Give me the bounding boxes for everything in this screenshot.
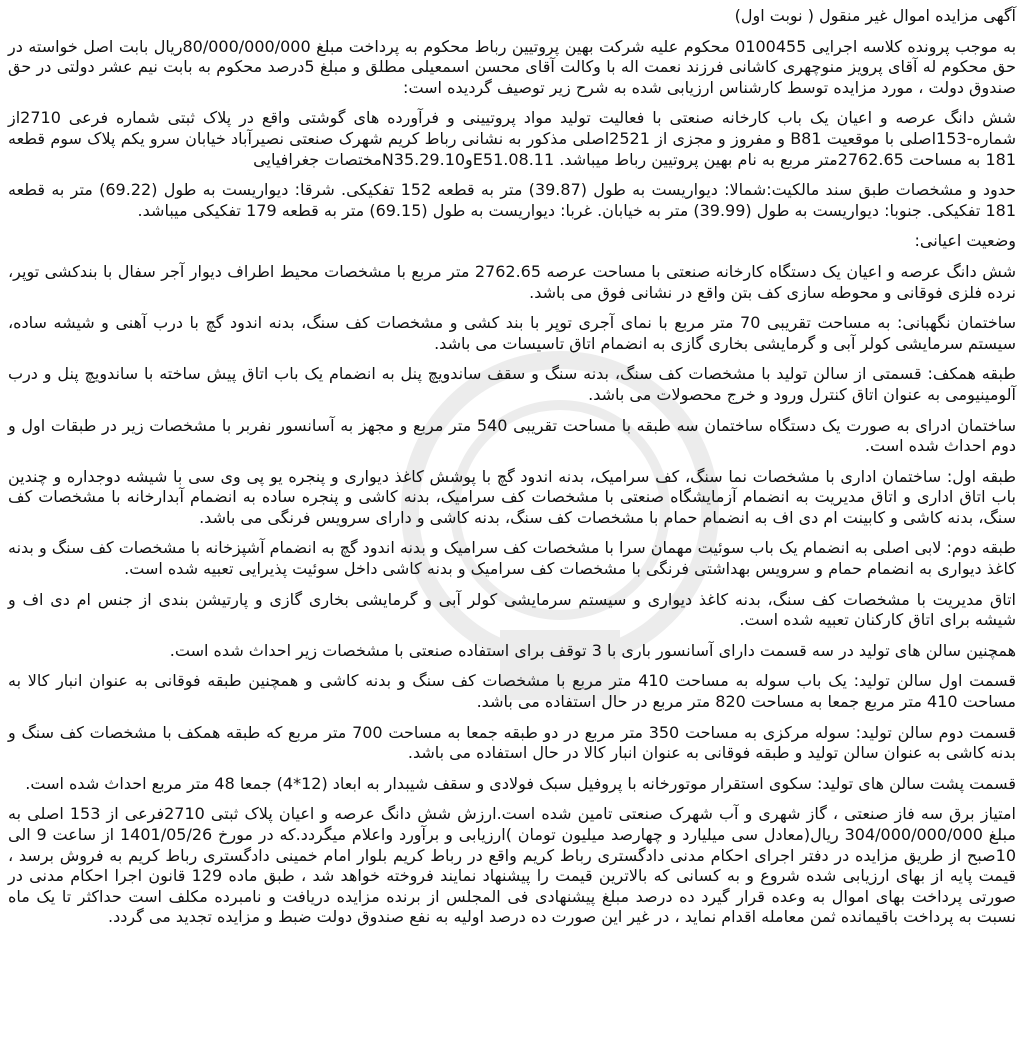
paragraph-second-floor: طبقه دوم: لابی اصلی به انضمام یک باب سوئیت مهمان سرا با مشخصات کف سرامیک و بدنه اندود گچ به انضمام آشپزخانه با مشخصات کف سنگ و بدنه کاغذ دیواری به انضمام حمام و سرویس بهداشتی فرنگی با مشخصات کف سرامیک و بدنه کاشی داخل سوئیت پذیرایی تعبیه شده است. [8, 538, 1016, 579]
paragraph-ground-floor: طبقه همکف: قسمتی از سالن تولید با مشخصات کف سنگ، بدنه سنگ و سقف ساندویچ پنل به انضمام یک باب اتاق پیش ساخته با ساندویچ پنل و درب آلومینیومی به عنوان اتاق کنترل ورود و خرج محصولات می باشد. [8, 364, 1016, 404]
paragraph-hall-part-one: قسمت اول سالن تولید: یک باب سوله به مساحت 410 متر مربع با مشخصات کف سنگ و بدنه کاشی و همچنین طبقه فوقانی به عنوان انبار کالا به مساحت 410 متر مربع جمعا به مساحت 820 متر مربع در حال استفاده می باشد. [8, 671, 1017, 712]
paragraph-site: شش دانگ عرصه و اعیان یک دستگاه کارخانه صنعتی با مساحت عرصه 2762.65 متر مربع با مشخصات محیط اطراف دیوار آجر سفال با بندکشی توپر، نرده فلزی فوقانی و محوطه سازی کف بتن واقع در نشانی فوق می باشد. [8, 261, 1016, 302]
paragraph-production-halls: همچنین سالن های تولید در سه قسمت دارای آسانسور باری با 3 توقف برای استفاده صنعتی با مشخصات زیر احداث شده است. [169, 640, 1016, 660]
paragraph-case: به موجب پرونده کلاسه اجرایی 0100455 محکوم علیه شرکت بهین پروتیین رباط محکوم به پرداخت مبلغ 80/000/000/000ریال بابت اصل خواسته در حق محکوم له آقای پرویز منوچهری کاشانی فرزند نعمت اله با وکالت آقای محسن اسمعیلی مطلق و مبلغ 5درصد محکوم به بابت نیم عشر دولتی در حق صندوق دولت ، مورد مزایده توسط کارشناس ارزیابی شده به شرح زیر توصیف گردیده است: [8, 36, 1017, 97]
paragraph-hall-rear: قسمت پشت سالن های تولید: سکوی استقرار موتورخانه با پروفیل سبک فولادی و سقف شیبدار به ابعاد (12*4) جمعا 48 متر مربع احداث شده است. [25, 773, 1016, 793]
paragraph-manager-room: اتاق مدیریت با مشخصات کف سنگ، بدنه کاغذ دیواری و سیستم سرمایشی کولر آبی و گرمایشی بخاری گازی و پارتیشن بندی از جنس ام دی اف و شیشه برای اتاق کارکنان تعبیه شده است. [8, 589, 1016, 630]
paragraph-guard-building: ساختمان نگهبانی: به مساحت تقریبی 70 متر مربع با نمای آجری توپر با بند کشی و مشخصات کف سنگ، بدنه اندود گچ با درب آهنی و شیشه ساده، سیستم سرمایشی کولر آبی و گرمایشی بخاری گازی به انضمام اتاق تاسیسات می باشد. [8, 313, 1016, 353]
notice-document [8, 6, 1016, 938]
paragraph-valuation-auction: امتیاز برق سه فاز صنعتی ، گاز شهری و آب شهرک صنعتی تامین شده است.ارزش شش دانگ عرصه و اعیان پلاک ثبتی 2710فرعی از 153 اصلی به مبلغ 304/000/000/000 ریال(معادل سی میلیارد و چهارصد میلیون تومان )ارزیابی و برآورد واعلام میگردد.که در مورخ 1401/05/26 از ساعت 9 الی 10صبح از طریق مزایده در دفتر اجرای احکام مدنی دادگستری رباط کریم واقع در رباط کریم بلوار امام خمینی دادگستری رباط کریم به فروش برسد ، قیمت پایه از بهای ارزیابی شده شروع و به کسانی که بالاترین قیمت را پیشنهاد نمایند فروخته خواهد شد ، طبق ماده 129 قانون اجرا احکام مدنی در صورتی پرداخت بهای اموال به وعده قرار گیرد ده درصد مبلغ پیشنهادی فی المجلس از برنده مزایده دریافت و نامبرده مکلف است حداکثر تا یک ماه نسبت به پرداخت باقیمانده ثمن معامله اقدام نماید ، در غیر این صورت ده درصد اولیه به نفع صندوق دولت ضبط و مزایده تجدید می گردد. [8, 804, 1017, 927]
paragraph-building-status-heading: وضعیت اعیانی: [914, 231, 1016, 251]
paragraph-first-floor: طبقه اول: ساختمان اداری با مشخصات نما سنگ، کف سرامیک، بدنه اندود گچ با پوشش کاغذ دیواری و پنجره یو پی وی سی با شیشه دوجداره و چندین باب اتاق اداری و اتاق مدیریت به انضمام آزمایشگاه صنعتی با مشخصات کف سرامیک، بدنه کاشی و پنجره ساده به انضمام آبدارخانه با مشخصات کف سنگ، بدنه کاشی و کابینت ام دی اف به انضمام حمام با مشخصات کف سنگ، بدنه کاشی و دارای سرویس فرنگی می باشد. [8, 466, 1016, 527]
paragraph-hall-part-two: قسمت دوم سالن تولید: سوله مرکزی به مساحت 350 متر مربع در دو طبقه جمعا به مساحت 700 متر مربع که طبقه همکف با مشخصات کف سنگ و بدنه کاشی به عنوان سالن تولید و طبقه فوقانی به عنوان انبار کالا در حال استفاده می باشد. [8, 722, 1017, 763]
notice-title: آگهی مزایده اموال غیر منقول ( نوبت اول) [734, 6, 1016, 25]
paragraph-boundaries: حدود و مشخصات طبق سند مالکیت:شمالا: دیواریست به طول (39.87) متر به قطعه 152 تفکیکی. شرقا: دیواریست به طول (69.22) متر به قطعه 181 تفکیکی. جنوبا: دیواریست به طول (39.99) متر به خیابان. غربا: دیواریست به طول (69.15) متر به قطعه 179 تفکیکی میباشد. [8, 180, 1017, 220]
paragraph-office-building: ساختمان ادرای به صورت یک دستگاه ساختمان سه طبقه با مساحت تقریبی 540 متر مربع و مجهز به آسانسور نفربر با مشخصات زیر در طبقات اول و دوم احداث شده است. [8, 415, 1016, 456]
paragraph-property: شش دانگ عرصه و اعیان یک باب کارخانه صنعتی با فعالیت تولید مواد پروتیینی و فرآورده های گوشتی واقع در پلاک ثبتی شماره فرعی 2710از شماره-153اصلی با موقعیت B81 و مفروز و مجزی از 2521اصلی مذکور به نشانی رباط کریم شهرک صنعتی نصیرآباد خیابان سرو یکم پلاک سوم قطعه 181 به مساحت 2762.65متر مربع به نام بهین پروتیین رباط میباشد. E51.08.11وN35.29.10مختصات جغرافیایی [8, 108, 1016, 169]
